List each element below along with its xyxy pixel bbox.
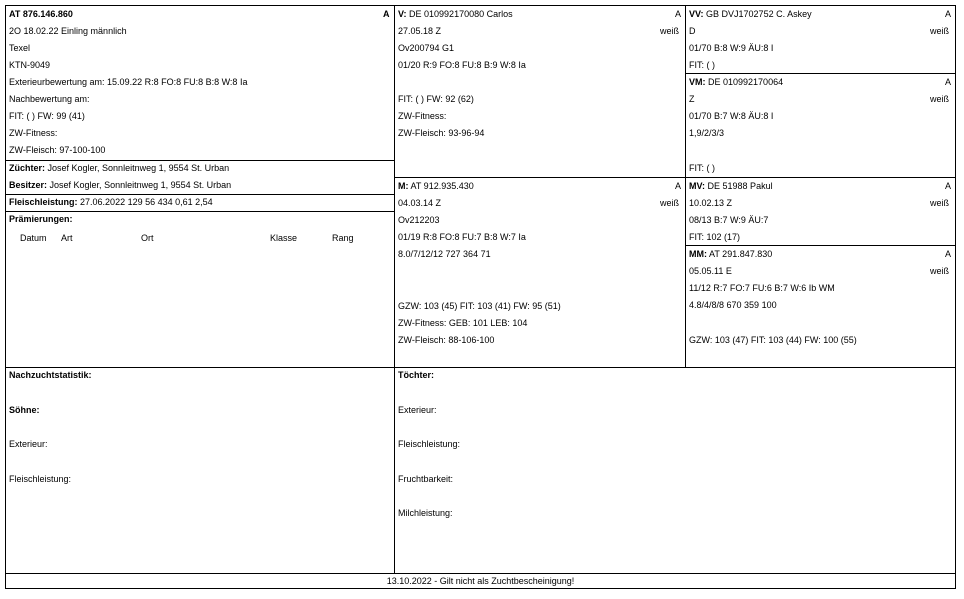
fm-fit: FIT: ( ): [689, 163, 715, 173]
divider: [685, 245, 956, 246]
breeder-label: Züchter:: [9, 163, 45, 173]
owner-value: Josef Kogler, Sonnleitnweg 1, 9554 St. Urban: [49, 180, 232, 190]
mf-birth: 10.02.13 Z: [689, 198, 733, 208]
mother-grade: A: [675, 181, 682, 191]
father-zw-fitness: ZW-Fitness:: [398, 111, 447, 121]
mother-color: weiß: [660, 198, 680, 208]
mm-id: AT 291.847.830: [709, 249, 773, 259]
mother-id: AT 912.935.430: [410, 181, 474, 191]
sons-meat-label: Fleischleistung:: [9, 474, 72, 484]
mother-header: [398, 181, 474, 192]
animal-reassessment: Nachbewertung am:: [9, 94, 90, 104]
animal-name: KTN-9049: [9, 60, 51, 70]
mother-gzw: GZW: 103 (45) FIT: 103 (41) FW: 95 (51): [398, 301, 561, 311]
owner-label: Besitzer:: [9, 180, 48, 190]
divider: [5, 573, 956, 574]
animal-zw-fitness: ZW-Fitness:: [9, 128, 58, 138]
mother-zw-fitness: ZW-Fitness: GEB: 101 LEB: 104: [398, 318, 528, 328]
ff-grade: A: [945, 9, 952, 19]
mother-exterior: 01/19 R:8 FO:8 FU:7 B:8 W:7 Ia: [398, 232, 526, 242]
fm-id: DE 010992170064: [708, 77, 784, 87]
daughters-milk-label: Milchleistung:: [398, 508, 453, 518]
mf-header: [689, 181, 773, 192]
ff-exterior: 01/70 B:8 W:9 ÄU:8 I: [689, 43, 774, 53]
animal-id: AT 876.146.860: [9, 9, 73, 19]
meat-row: [9, 197, 213, 208]
offspring-stats-label: Nachzuchtstatistik:: [9, 370, 92, 380]
divider: [685, 5, 686, 367]
mm-header: [689, 249, 772, 260]
ff-fit: FIT: ( ): [689, 60, 715, 70]
father-fit: FIT: ( ) FW: 92 (62): [398, 94, 474, 104]
divider: [5, 194, 394, 195]
animal-zw-fleisch: ZW-Fleisch: 97-100-100: [9, 145, 106, 155]
father-grade: A: [675, 9, 682, 19]
mf-color: weiß: [930, 198, 950, 208]
awards-col-datum: Datum: [20, 233, 47, 243]
father-id: DE 010992170080 Carlos: [409, 9, 513, 19]
fm-line2: Z: [689, 94, 695, 104]
daughters-fertility-label: Fruchtbarkeit:: [398, 474, 454, 484]
fm-header: [689, 77, 783, 88]
divider: [685, 73, 956, 74]
father-birth: 27.05.18 Z: [398, 26, 442, 36]
mother-perf: 8.0/7/12/12 727 364 71: [398, 249, 491, 259]
awards-col-art: Art: [61, 233, 73, 243]
animal-breed: Texel: [9, 43, 31, 53]
meat-value: 27.06.2022 129 56 434 0,61 2,54: [80, 197, 213, 207]
breeder-value: Josef Kogler, Sonnleitnweg 1, 9554 St. Urban: [47, 163, 230, 173]
fm-exterior: 01/70 B:7 W:8 ÄU:8 I: [689, 111, 774, 121]
meat-label: Fleischleistung:: [9, 197, 78, 207]
daughters-exterior-label: Exterieur:: [398, 405, 437, 415]
mm-label: MM:: [689, 249, 707, 259]
awards-col-ort: Ort: [141, 233, 154, 243]
sons-label: Söhne:: [9, 405, 40, 415]
mm-perf: 4.8/4/8/8 670 359 100: [689, 300, 777, 310]
fm-color: weiß: [930, 94, 950, 104]
mother-label: M:: [398, 181, 409, 191]
daughters-label: Töchter:: [398, 370, 434, 380]
mother-zw-fleisch: ZW-Fleisch: 88-106-100: [398, 335, 495, 345]
mother-birth: 04.03.14 Z: [398, 198, 442, 208]
divider: [394, 177, 956, 178]
father-exterior: 01/20 R:9 FO:8 FU:8 B:9 W:8 Ia: [398, 60, 526, 70]
divider: [394, 5, 395, 573]
ff-id: GB DVJ1702752 C. Askey: [706, 9, 812, 19]
father-label: V:: [398, 9, 407, 19]
mm-color: weiß: [930, 266, 950, 276]
father-code: Ov200794 G1: [398, 43, 455, 53]
ff-line2: D: [689, 26, 696, 36]
mf-id: DE 51988 Pakul: [707, 181, 773, 191]
awards-label: Prämierungen:: [9, 214, 73, 224]
fm-extra: 1,9/2/3/3: [689, 128, 725, 138]
awards-col-rang: Rang: [332, 233, 354, 243]
ff-header: [689, 9, 812, 20]
animal-exterior: Exterieurbewertung am: 15.09.22 R:8 FO:8 FU:8 B:8 W:8 Ia: [9, 77, 248, 87]
footer-note: 13.10.2022 - Gilt nicht als Zuchtbescheinigung!: [386, 576, 575, 586]
certificate-frame: [5, 5, 956, 589]
fm-grade: A: [945, 77, 952, 87]
mf-label: MV:: [689, 181, 706, 191]
animal-fit: FIT: ( ) FW: 99 (41): [9, 111, 85, 121]
mf-fit: FIT: 102 (17): [689, 232, 741, 242]
mm-exterior: 11/12 R:7 FO:7 FU:6 B:7 W:6 Ib WM: [689, 283, 835, 293]
mother-code: Ov212203: [398, 215, 440, 225]
awards-col-klasse: Klasse: [270, 233, 298, 243]
divider: [5, 367, 956, 368]
animal-birth: 2O 18.02.22 Einling männlich: [9, 26, 127, 36]
father-zw-fleisch: ZW-Fleisch: 93-96-94: [398, 128, 485, 138]
mm-birth: 05.05.11 E: [689, 266, 732, 276]
daughters-meat-label: Fleischleistung:: [398, 439, 461, 449]
mm-gzw: GZW: 103 (47) FIT: 103 (44) FW: 100 (55): [689, 335, 857, 345]
divider: [5, 211, 394, 212]
mf-grade: A: [945, 181, 952, 191]
fm-label: VM:: [689, 77, 706, 87]
ff-label: VV:: [689, 9, 704, 19]
breeder-row: [9, 163, 229, 174]
ff-color: weiß: [930, 26, 950, 36]
animal-grade: A: [383, 9, 390, 19]
owner-row: [9, 180, 231, 191]
father-header: [398, 9, 513, 20]
mm-grade: A: [945, 249, 952, 259]
sons-exterior-label: Exterieur:: [9, 439, 48, 449]
father-color: weiß: [660, 26, 680, 36]
divider: [5, 160, 394, 161]
mf-exterior: 08/13 B:7 W:9 ÄU:7: [689, 215, 769, 225]
